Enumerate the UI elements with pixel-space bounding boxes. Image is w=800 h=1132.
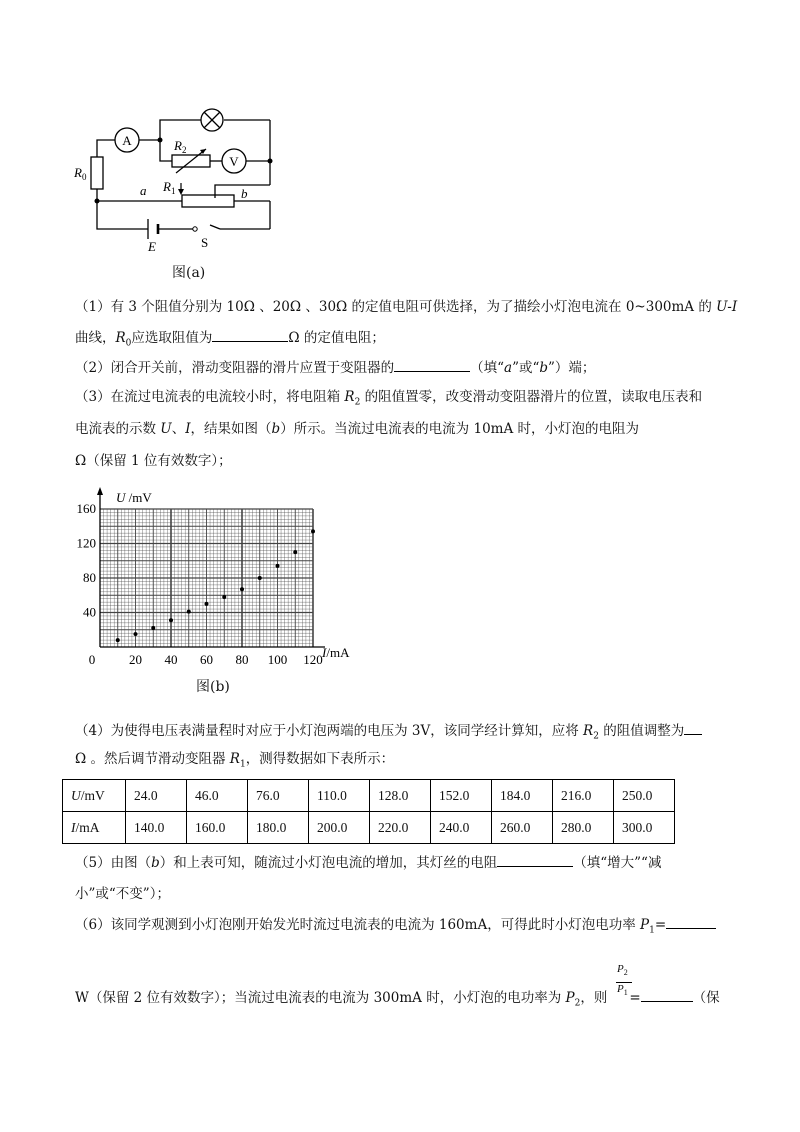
q1-line2: 曲线，$R_0$应选取阻值为 Ω 的定值电阻； <box>75 327 385 354</box>
switch-label: S <box>201 235 209 250</box>
table-cell: 300.0 <box>614 812 675 844</box>
q1-answer-blank[interactable] <box>212 327 288 342</box>
q3-line1: （3）在流过电流表的电流较小时，将电阻箱 $R_2$ 的阻值置零，改变滑动变阻器滑片的位置，读取电压表和 <box>75 389 703 408</box>
data-point <box>151 626 155 630</box>
table-cell: 76.0 <box>248 780 309 812</box>
data-point <box>134 632 138 636</box>
y-axis-arrow <box>97 487 103 495</box>
y-tick-label: 120 <box>76 535 96 551</box>
q6-answer-blank-2[interactable] <box>641 987 693 1002</box>
q3-line3: Ω（保留 1 位有效数字）； <box>75 453 232 469</box>
y-tick-label: 160 <box>76 501 96 516</box>
lamp-symbol <box>201 109 223 131</box>
chart-points <box>116 529 315 642</box>
q5-answer-blank[interactable] <box>497 852 573 867</box>
table-cell: 180.0 <box>248 812 309 844</box>
ammeter-label: A <box>122 133 132 148</box>
table-cell: 250.0 <box>614 780 675 812</box>
table-row <box>63 812 675 844</box>
fraction-numerator: $P_2$ <box>617 963 628 978</box>
r1-label: $R_1$ <box>163 179 176 196</box>
q1-line1: （1）有 3 个阻值分别为 10Ω 、20Ω 、30Ω 的定值电阻可供选择，为了描绘小灯泡电流在 0~300mA 的 U-I <box>75 299 738 315</box>
x-tick-label: 120 <box>303 652 323 667</box>
circuit-diagram <box>60 95 300 280</box>
q6-answer-blank-1[interactable] <box>666 914 716 929</box>
q4-line1: （4）为使得电压表满量程时对应于小灯泡两端的电压为 3V，该同学经计算知，应将 $R_2$ 的阻值调整为 <box>75 720 702 747</box>
r2-label: $R_2$ <box>174 138 187 155</box>
chart-ui-graph <box>70 485 370 670</box>
q2-answer-blank[interactable] <box>394 357 470 372</box>
table-cell: 152.0 <box>431 780 492 812</box>
q4-answer-blank[interactable] <box>684 720 702 735</box>
q2-line: （2）闭合开关前，滑动变阻器的滑片应置于变阻器的 （填“a”或“b”）端； <box>75 357 595 378</box>
table-cell: 140.0 <box>126 812 187 844</box>
x-tick-label: 0 <box>88 652 96 667</box>
q6-line1: （6）该同学观测到小灯泡刚开始发光时流过电流表的电流为 160mA，可得此时小灯泡电功率 $P_1=$ <box>75 914 716 941</box>
junction-dot <box>268 159 273 164</box>
terminal-b-label: b <box>241 186 248 201</box>
y-tick-label: 40 <box>83 604 96 620</box>
table-cell: 184.0 <box>492 780 553 812</box>
x-tick-label: 20 <box>129 652 142 667</box>
data-point <box>311 529 315 533</box>
data-point <box>169 618 173 622</box>
x-tick-label: 60 <box>200 652 213 667</box>
table-cell: 260.0 <box>492 812 553 844</box>
data-point <box>205 602 209 606</box>
table-cell: 128.0 <box>370 780 431 812</box>
fraction-denominator: $P_1$ <box>617 983 628 998</box>
y-tick-label: 80 <box>83 570 96 585</box>
q6-line2: W（保留 2 位有效数字）；当流过电流表的电流为 300mA 时，小灯泡的电功率为 $P_2$，则 = （保 <box>75 987 720 1014</box>
table-cell: 24.0 <box>126 780 187 812</box>
junction-dot <box>158 138 163 143</box>
data-point <box>258 576 262 580</box>
x-tick-label: 40 <box>164 652 178 667</box>
data-point <box>293 550 297 554</box>
data-point <box>276 564 280 568</box>
table-cell: 216.0 <box>553 780 614 812</box>
junction-dot <box>95 199 100 204</box>
table-cell: 110.0 <box>309 780 370 812</box>
switch-contact <box>193 227 197 231</box>
data-point <box>240 587 244 591</box>
terminal-a-label: a <box>140 183 147 198</box>
q3-line2: 电流表的示数 U、I，结果如图（b）所示。当流过电流表的电流为 10mA 时，小灯泡的电阻为 <box>75 421 639 437</box>
q5-line1: （5）由图（b）和上表可知，随流过小灯泡电流的增加，其灯丝的电阻 （填“增大”“减 <box>75 852 661 873</box>
r0-label: $R_0$ <box>74 165 87 182</box>
battery-symbol <box>148 219 158 239</box>
table-cell: 160.0 <box>187 812 248 844</box>
q5-line2: 小”或“不变”）； <box>75 886 170 902</box>
table-row <box>63 780 675 812</box>
q4-line2: Ω 。然后调节滑动变阻器 $R_1$，测得数据如下表所示： <box>75 751 395 770</box>
battery-label: E <box>148 239 156 254</box>
table-cell: 46.0 <box>187 780 248 812</box>
data-point <box>222 595 226 599</box>
figure-b-caption: 图(b) <box>196 679 230 695</box>
chart-y-axis-label: U /mV <box>116 490 152 505</box>
table-cell: 240.0 <box>431 812 492 844</box>
data-point <box>116 638 120 642</box>
table-row-header: I/mA <box>63 812 126 844</box>
table-cell: 200.0 <box>309 812 370 844</box>
x-tick-label: 80 <box>235 652 249 667</box>
data-point <box>187 610 191 614</box>
table-cell: 280.0 <box>553 812 614 844</box>
data-table <box>62 779 675 844</box>
chart-x-axis-label: I/mA <box>322 645 350 660</box>
table-cell: 220.0 <box>370 812 431 844</box>
figure-a-caption: 图(a) <box>172 265 206 281</box>
table-row-header: U/mV <box>63 780 126 812</box>
voltmeter-label: V <box>229 154 239 169</box>
x-tick-label: 100 <box>267 652 288 667</box>
